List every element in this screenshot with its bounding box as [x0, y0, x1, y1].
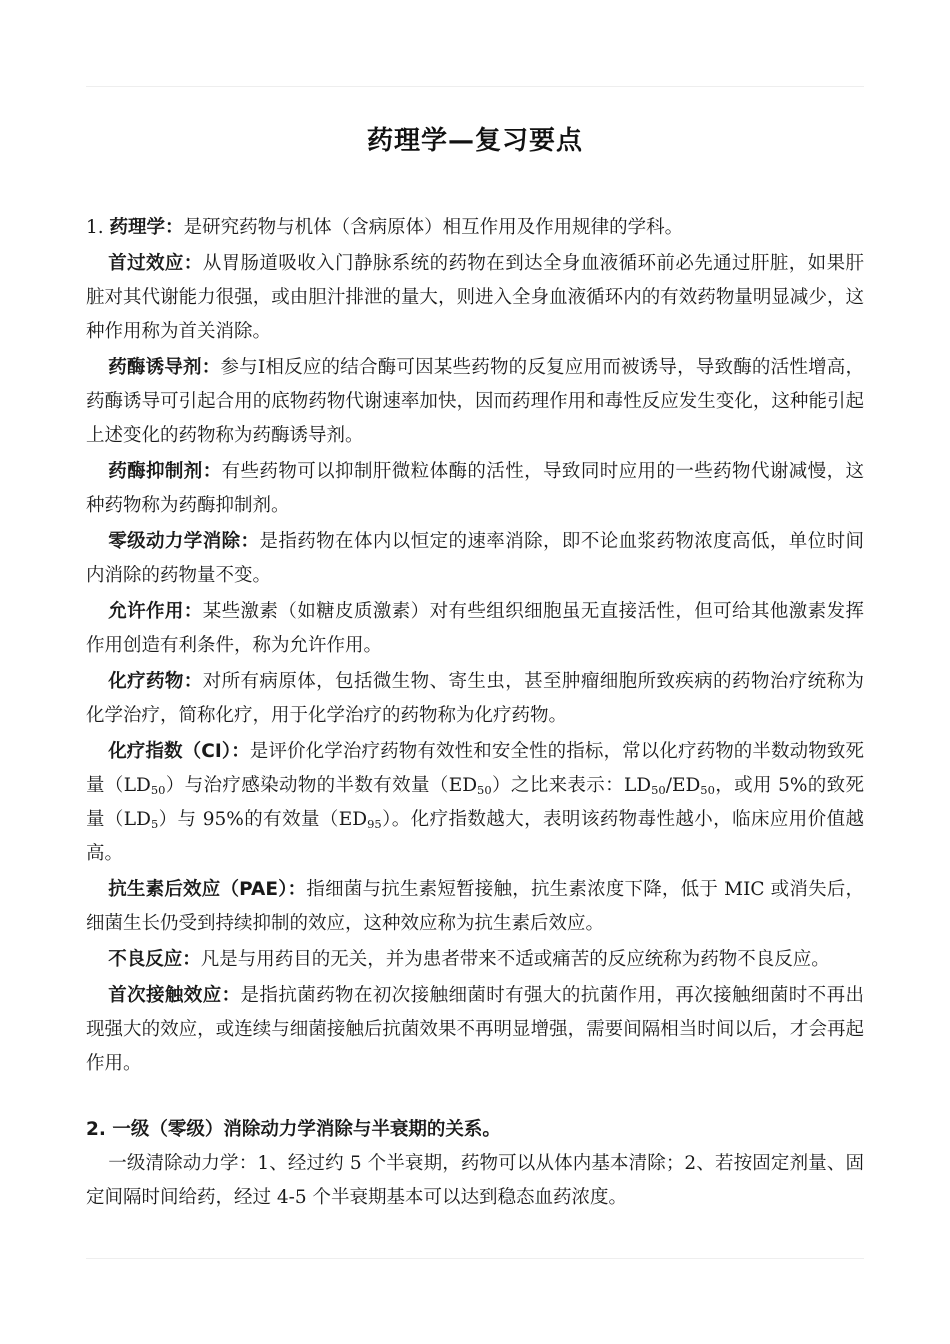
- definition-chemotherapy-drug: [86, 665, 864, 733]
- definition-first-pass-effect: [86, 247, 864, 349]
- page-title: 药理学—复习要点: [366, 126, 583, 156]
- term-label: 药酶诱导剂：: [108, 357, 221, 378]
- term-label: 药酶抑制剂：: [108, 461, 222, 482]
- term-text: 凡是与用药目的无关，并为患者带来不适或痛苦的反应统称为药物不良反应。: [200, 949, 830, 970]
- term-text: ）。化疗指数越大，表明该药物毒性越小，临床应用价值越高。: [86, 809, 864, 864]
- term-text: 某些激素（如糖皮质激素）对有些组织细胞虽无直接活性，但可给其他激素发挥作用创造有利条件，称为允许作用。: [86, 601, 864, 656]
- subscript: 50: [477, 782, 492, 797]
- subscript: 5: [150, 816, 159, 831]
- term-text: 有些药物可以抑制肝微粒体酶的活性，导致同时应用的一些药物代谢减慢，这种药物称为药酶抑制剂。: [86, 461, 864, 516]
- term-label: 化疗药物：: [108, 671, 203, 692]
- term-text: /ED: [665, 775, 701, 796]
- term-label: 零级动力学消除：: [108, 531, 260, 552]
- term-text: 指细菌与抗生素短暂接触，抗生素浓度下降，低于 MIC 或消失后，细菌生长仍受到持续抑制的效应，这种效应称为抗生素后效应。: [86, 879, 865, 934]
- definition-zero-order-elimination: [86, 525, 864, 593]
- section-number: 1.: [86, 217, 104, 238]
- definition-enzyme-inhibitor: [86, 455, 864, 523]
- definition-chemotherapeutic-index: [86, 735, 864, 871]
- term-text: 参与Ⅰ相反应的结合酶可因某些药物的反复应用而被诱导，导致酶的活性增高，药酶诱导可引起合用的底物药物代谢速率加快，因而药理作用和毒性反应发生变化，这种能引起上述变化的药物称为药酶诱导剂。: [86, 357, 864, 446]
- term-text: ，或用 5%的致死量（LD: [86, 775, 864, 830]
- section-paragraph: 一级清除动力学：1、经过约 5 个半衰期，药物可以从体内基本清除；2、若按固定剂量、固定间隔时间给药，经过 4-5 个半衰期基本可以达到稳态血药浓度。: [86, 1153, 864, 1208]
- term-text: 是评价化学治疗药物有效性和安全性的指标，常以化疗药物的半数动物致死量（LD: [86, 741, 864, 796]
- section-heading: 2. 一级（零级）消除动力学消除与半衰期的关系。: [86, 1119, 501, 1140]
- term-text: ）与 95%的有效量（ED: [158, 809, 368, 830]
- section-spacer: [86, 1081, 864, 1113]
- term-text: ）与治疗感染动物的半数有效量（ED: [165, 775, 478, 796]
- footer-rule: [86, 1258, 864, 1259]
- definition-pharmacology: [86, 211, 864, 245]
- definition-enzyme-inducer: [86, 351, 864, 453]
- term-label: 不良反应：: [108, 949, 201, 970]
- term-text: 是指药物在体内以恒定的速率消除，即不论血浆药物浓度高低，单位时间内消除的药物量不变。: [86, 531, 864, 586]
- term-text: 从胃肠道吸收入门静脉系统的药物在到达全身血液循环前必先通过肝脏，如果肝脏对其代谢能力很强，或由胆汁排泄的量大，则进入全身血液循环内的有效药物量明显减少，这种作用称为首关消除。: [86, 253, 864, 342]
- definition-first-exposure-effect: [86, 979, 864, 1081]
- definition-adverse-reaction: [86, 943, 864, 977]
- definition-permissive-action: [86, 595, 864, 663]
- document-body: [86, 211, 864, 1215]
- term-text: 对所有病原体，包括微生物、寄生虫，甚至肿瘤细胞所致疾病的药物治疗统称为化学治疗，简称化疗，用于化学治疗的药物称为化疗药物。: [86, 671, 864, 726]
- term-label: 首过效应：: [108, 253, 203, 274]
- subscript: 50: [700, 782, 715, 797]
- term-text: 是研究药物与机体（含病原体）相互作用及作用规律的学科。: [183, 217, 684, 238]
- header-rule: [86, 86, 864, 87]
- term-text: 是指抗菌药物在初次接触细菌时有强大的抗菌作用，再次接触细菌时不再出现强大的效应，或连续与细菌接触后抗菌效果不再明显增强，需要间隔相当时间以后，才会再起作用。: [86, 985, 864, 1074]
- subscript: 95: [367, 816, 382, 831]
- term-label: 允许作用：: [108, 601, 203, 622]
- term-label: 化疗指数（CI）：: [108, 741, 250, 762]
- term-label: 药理学：: [109, 217, 184, 238]
- subscript: 50: [150, 782, 166, 797]
- subscript: 50: [651, 782, 666, 797]
- definition-post-antibiotic-effect: [86, 873, 864, 941]
- term-label: 抗生素后效应（PAE）：: [108, 879, 307, 900]
- term-label: 首次接触效应：: [108, 985, 241, 1006]
- term-text: ）之比来表示：LD: [491, 775, 652, 796]
